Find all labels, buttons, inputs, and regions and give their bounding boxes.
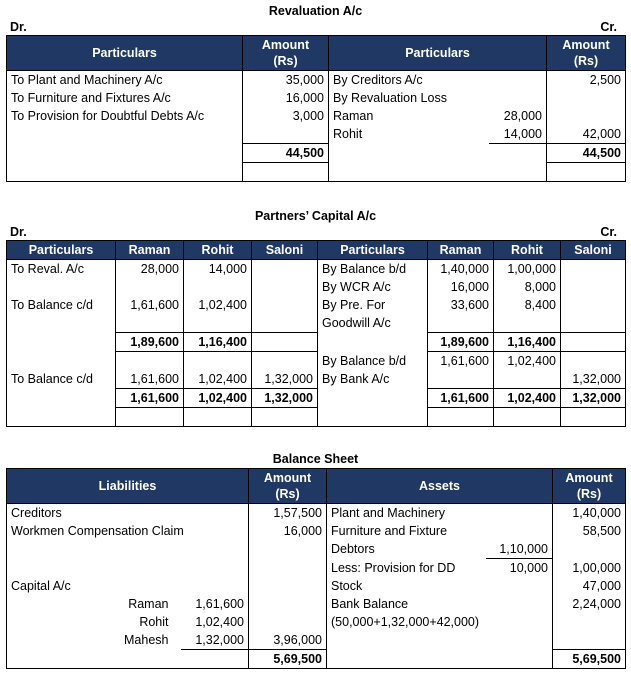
total-assets: 5,69,500 <box>553 650 626 669</box>
table-row: Less: Provision for DD 10,000 1,00,000 <box>7 559 626 578</box>
revaluation-table <box>6 35 626 182</box>
table-row: By WCR A/c 16,000 8,000 <box>7 278 626 296</box>
table-row: To Balance c/d 1,61,600 1,02,400 1,32,000 By Bank A/c 1,32,000 <box>7 370 626 389</box>
table-row: Debtors 1,10,000 <box>7 540 626 559</box>
table-row: To Provision for Doubtful Debts A/c 3,000 Raman 28,000 <box>7 107 626 125</box>
header-rohit: Rohit <box>494 241 561 260</box>
revaluation-title: Revaluation A/c <box>268 4 363 18</box>
header-amount: Amount (Rs) <box>243 36 329 71</box>
total-liabilities: 5,69,500 <box>249 650 327 669</box>
header-amount: Amount (Rs) <box>249 469 327 504</box>
header-particulars: Particulars <box>7 241 116 260</box>
total-row: 1,89,600 1,16,400 1,89,600 1,16,400 <box>7 333 626 352</box>
header-liabilities: Liabilities <box>7 469 249 504</box>
header-raman: Raman <box>428 241 494 260</box>
table-row: Mahesh 1,32,000 3,96,000 <box>7 631 626 650</box>
header-particulars: Particulars <box>329 36 547 71</box>
table-row: Creditors 1,57,500 Plant and Machinery 1,40,000 <box>7 504 626 523</box>
total-row <box>7 650 626 669</box>
revaluation-account <box>6 2 625 182</box>
total-debit: 44,500 <box>243 144 329 163</box>
header-particulars: Particulars <box>7 36 243 71</box>
table-row: Goodwill A/c <box>7 314 626 333</box>
dr-label: Dr. <box>10 225 27 239</box>
table-row: By Balance b/d 1,61,600 1,02,400 <box>7 352 626 371</box>
balance-sheet-table <box>6 468 626 669</box>
capital-title: Partners’ Capital A/c <box>254 209 377 223</box>
header-raman: Raman <box>116 241 184 260</box>
table-row: Workmen Compensation Claim 16,000 Furniture and Fixture 58,500 <box>7 522 626 540</box>
table-row: Rohit 1,02,400 (50,000+1,32,000+42,000) <box>7 613 626 631</box>
balance-sheet-title: Balance Sheet <box>272 452 359 466</box>
balance-sheet <box>6 450 625 669</box>
total-row <box>7 144 626 163</box>
table-row: Rohit 14,000 42,000 <box>7 125 626 144</box>
dr-label: Dr. <box>10 20 27 34</box>
header-rohit: Rohit <box>184 241 252 260</box>
table-row: Raman 1,61,600 Bank Balance 2,24,000 <box>7 595 626 613</box>
header-particulars: Particulars <box>318 241 428 260</box>
total-credit: 44,500 <box>547 144 626 163</box>
header-saloni: Saloni <box>252 241 318 260</box>
total-row: 1,61,600 1,02,400 1,32,000 1,61,600 1,02,400 1,32,000 <box>7 389 626 408</box>
capital-table <box>6 240 626 427</box>
table-row: To Balance c/d 1,61,600 1,02,400 By Pre. For 33,600 8,400 <box>7 296 626 314</box>
table-row: To Plant and Machinery A/c 35,000 By Creditors A/c 2,500 <box>7 71 626 90</box>
table-row: To Furniture and Fixtures A/c 16,000 By Revaluation Loss <box>7 89 626 107</box>
cr-label: Cr. <box>600 225 617 239</box>
table-row: Capital A/c Stock 47,000 <box>7 577 626 595</box>
header-saloni: Saloni <box>561 241 626 260</box>
table-row: To Reval. A/c 28,000 14,000 By Balance b/d 1,40,000 1,00,000 <box>7 260 626 279</box>
header-assets: Assets <box>327 469 553 504</box>
header-amount: Amount (Rs) <box>547 36 626 71</box>
capital-account <box>6 207 625 427</box>
header-amount: Amount (Rs) <box>553 469 626 504</box>
cr-label: Cr. <box>600 20 617 34</box>
